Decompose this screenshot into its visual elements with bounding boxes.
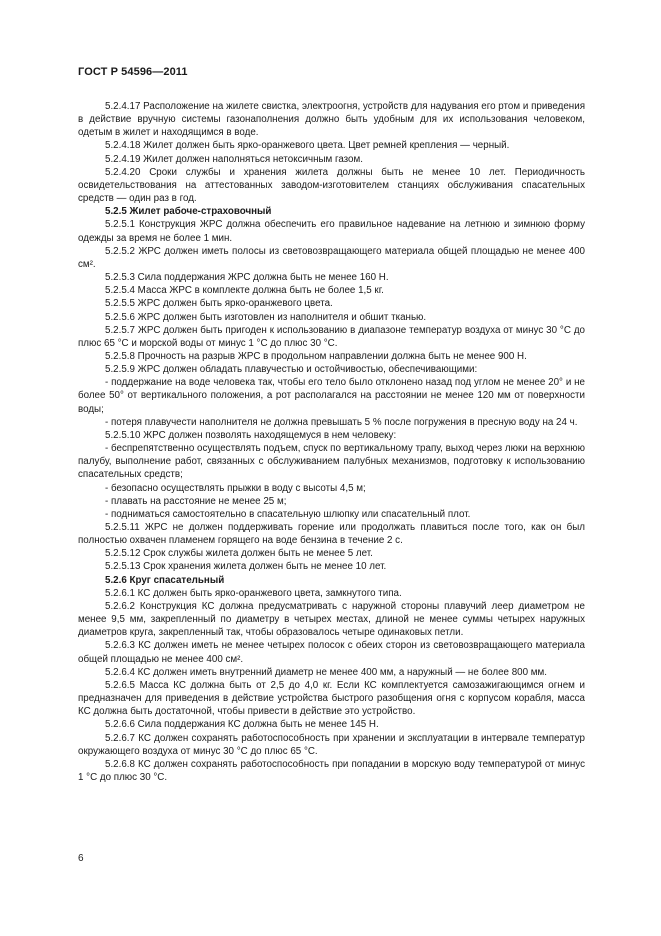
paragraph-5-2-6-1: 5.2.6.1 КС должен быть ярко-оранжевого цвета, замкнутого типа. — [105, 587, 402, 599]
paragraph-5-2-6-8: 5.2.6.8 КС должен сохранять работоспособность при попадании в морскую воду температурой от минус 1 °С до плюс 30 °С. — [78, 758, 585, 783]
paragraph-5-2-6-7: 5.2.6.7 КС должен сохранять работоспособность при хранении и эксплуатации в интервале температур окружающего воздуха от минус 30 °С до плюс 65 °С. — [78, 732, 585, 757]
document-body — [78, 100, 585, 784]
paragraph-5-2-5-2: 5.2.5.2 ЖРС должен иметь полосы из световозвращающего материала общей площадью не менее 400 см². — [78, 245, 585, 270]
list-item: - плавать на расстояние не менее 25 м; — [105, 495, 287, 507]
paragraph-5-2-5-8: 5.2.5.8 Прочность на разрыв ЖРС в продольном направлении должна быть не менее 900 Н. — [105, 350, 527, 362]
paragraph-5-2-5-7: 5.2.5.7 ЖРС должен быть пригоден к использованию в диапазоне температур воздуха от минус 30 °С до плюс 65 °С и морской воды от минус 1 °С до плюс 30 °С. — [78, 324, 585, 349]
paragraph-5-2-5-13: 5.2.5.13 Срок хранения жилета должен быть не менее 10 лет. — [105, 561, 387, 573]
section-heading-5-2-6: 5.2.6 Круг спасательный — [105, 574, 225, 586]
paragraph-5-2-6-3: 5.2.6.3 КС должен иметь не менее четырех полосок с обеих сторон из световозвращающего материала общей площадью не менее 400 см². — [78, 640, 585, 665]
paragraph-5-2-5-12: 5.2.5.12 Срок службы жилета должен быть не менее 5 лет. — [105, 548, 373, 560]
paragraph-5-2-6-6: 5.2.6.6 Сила поддержания КС должна быть не менее 145 Н. — [105, 719, 379, 731]
list-item: - беспрепятственно осуществлять подъем, спуск по вертикальному трапу, выход через люки на верхнюю палубу, выполнение работ, связанных с обслуживанием палубных механизмов, подготовку к использованию спасательных средств; — [78, 443, 585, 481]
paragraph-5-2-4-18: 5.2.4.18 Жилет должен быть ярко-оранжевого цвета. Цвет ремней крепления — черный. — [105, 140, 510, 152]
document-standard-code: ГОСТ Р 54596—2011 — [78, 66, 188, 78]
paragraph-5-2-4-17: 5.2.4.17 Расположение на жилете свистка, электроогня, устройств для надувания его ртом и приведения в действие вручную системы газонаполнения должно быть удобным для их использования человеком, одетым в жилет и находящимся в воде. — [78, 101, 585, 139]
paragraph-5-2-4-20: 5.2.4.20 Сроки службы и хранения жилета должны быть не менее 10 лет. Периодичность освидетельствования на аттестованных заводом-изготовителем станциях обслуживания спасательных средств — один раз в год. — [78, 166, 585, 205]
section-heading-5-2-5: 5.2.5 Жилет рабоче-страховочный — [105, 206, 272, 218]
paragraph-5-2-4-19: 5.2.4.19 Жилет должен наполняться нетоксичным газом. — [105, 153, 363, 165]
list-item: - потеря плавучести наполнителя не должна превышать 5 % после погружения в пресную воду на 24 ч. — [105, 416, 578, 428]
list-item: - поддержание на воде человека так, чтобы его тело было отклонено назад под углом не менее 20° и не более 50° от вертикального положения, а рот располагался на расстоянии не менее 120 мм от поверхности воды; — [78, 377, 585, 415]
paragraph-5-2-5-3: 5.2.5.3 Сила поддержания ЖРС должна быть не менее 160 Н. — [105, 272, 389, 284]
list-item: - подниматься самостоятельно в спасательную шлюпку или спасательный плот. — [105, 508, 471, 520]
page-number: 6 — [78, 853, 84, 864]
paragraph-5-2-5-10: 5.2.5.10 ЖРС должен позволять находящемуся в нем человеку: — [105, 429, 397, 441]
paragraph-5-2-5-1: 5.2.5.1 Конструкция ЖРС должна обеспечить его правильное надевание на летнюю и зимнюю форму одежды за время не более 1 мин. — [78, 219, 585, 244]
paragraph-5-2-5-11: 5.2.5.11 ЖРС не должен поддерживать горение или продолжать плавиться после того, как он был полностью охвачен пламенем горящего на воде бензина в течение 2 с. — [78, 522, 585, 547]
paragraph-5-2-6-5: 5.2.6.5 Масса КС должна быть от 2,5 до 4,0 кг. Если КС комплектуется самозажигающимся огнем и предназначен для приведения в действие устройства быстрого разобщения огня с корпусом корабля, масса КС должна быть достаточной, чтобы привести в действие это устройство. — [78, 679, 585, 718]
paragraph-5-2-6-4: 5.2.6.4 КС должен иметь внутренний диаметр не менее 400 мм, а наружный — не более 800 мм. — [105, 666, 547, 678]
paragraph-5-2-5-5: 5.2.5.5 ЖРС должен быть ярко-оранжевого цвета. — [105, 298, 333, 310]
paragraph-5-2-5-6: 5.2.5.6 ЖРС должен быть изготовлен из наполнителя и обшит тканью. — [105, 311, 427, 323]
paragraph-5-2-6-2: 5.2.6.2 Конструкция КС должна предусматривать с наружной стороны плавучий леер диаметром не менее 9,5 мм, закрепленный по диаметру в четырех местах, длиной не менее суммы четырех наружных диаметров круга, закрепленный так, чтобы образовалось четыре одинаковых петли. — [78, 600, 585, 639]
paragraph-5-2-5-4: 5.2.5.4 Масса ЖРС в комплекте должна быть не более 1,5 кг. — [105, 285, 384, 297]
paragraph-5-2-5-9: 5.2.5.9 ЖРС должен обладать плавучестью и остойчивостью, обеспечивающими: — [105, 364, 478, 376]
list-item: - безопасно осуществлять прыжки в воду с высоты 4,5 м; — [105, 482, 366, 494]
